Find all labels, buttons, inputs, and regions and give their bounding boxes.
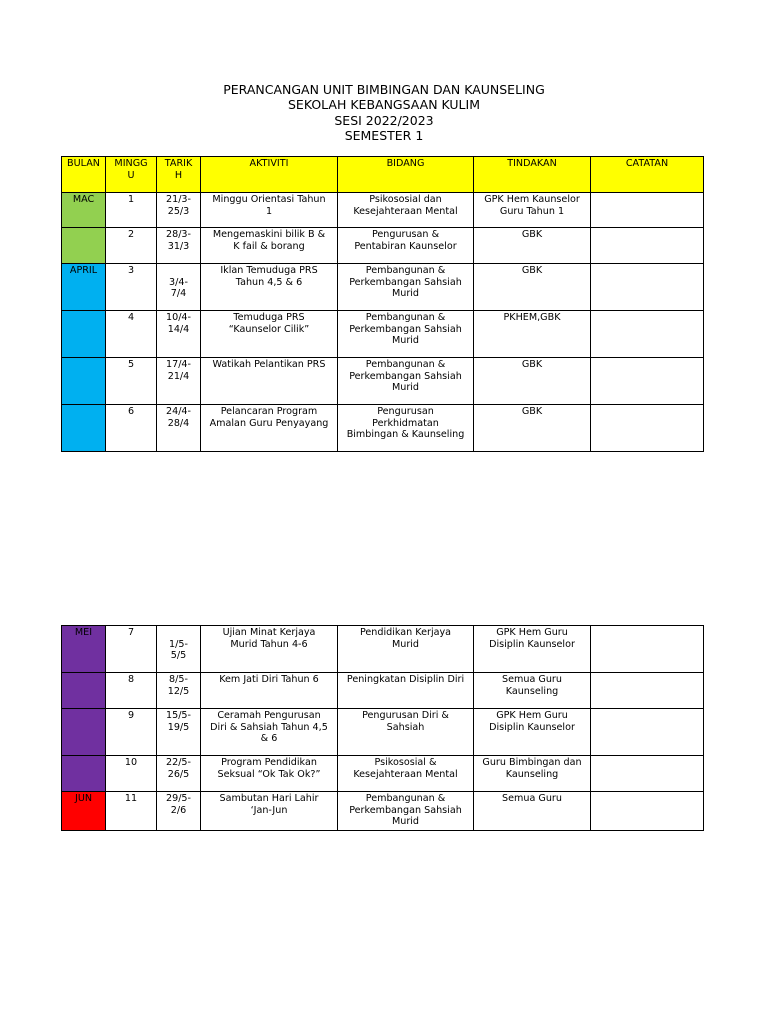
tindakan-cell: Guru Bimbingan dan Kaunseling — [474, 756, 591, 792]
aktiviti-cell: Temuduga PRS “Kaunselor Cilik” — [201, 311, 338, 358]
col-header-bulan: BULAN — [62, 157, 106, 193]
tarikh-cell: 8/5- 12/5 — [157, 673, 201, 709]
catatan-cell — [591, 673, 704, 709]
catatan-cell — [591, 792, 704, 831]
catatan-cell — [591, 756, 704, 792]
bidang-cell: Psikososial dan Kesejahteraan Mental — [338, 193, 474, 228]
aktiviti-cell: Ceramah Pengurusan Diri & Sahsiah Tahun 4,5 & 6 — [201, 709, 338, 756]
tarikh-cell — [157, 264, 201, 311]
aktiviti-cell: Watikah Pelantikan PRS — [201, 358, 338, 405]
aktiviti-cell: Mengemaskini bilik B & K fail & borang — [201, 228, 338, 264]
bidang-cell: Pengurusan & Pentabiran Kaunselor — [338, 228, 474, 264]
col-header-aktiviti: AKTIVITI — [201, 157, 338, 193]
minggu-cell: 11 — [106, 792, 157, 831]
catatan-cell — [591, 709, 704, 756]
bulan-cell: APRIL — [62, 264, 106, 311]
bulan-cell — [62, 709, 106, 756]
tindakan-cell: GBK — [474, 358, 591, 405]
catatan-cell — [591, 626, 704, 673]
table-row — [62, 673, 704, 709]
bulan-cell — [62, 405, 106, 452]
plan-table-part-2 — [61, 625, 704, 831]
table-header-row — [62, 157, 704, 193]
aktiviti-cell: Minggu Orientasi Tahun 1 — [201, 193, 338, 228]
tindakan-cell: Semua Guru Kaunseling — [474, 673, 591, 709]
aktiviti-cell: Pelancaran Program Amalan Guru Penyayang — [201, 405, 338, 452]
minggu-cell: 8 — [106, 673, 157, 709]
tarikh-text: 3/4- 7/4 — [169, 276, 188, 300]
catatan-cell — [591, 228, 704, 264]
catatan-cell — [591, 405, 704, 452]
bidang-cell: Pembangunan & Perkembangan Sahsiah Murid — [338, 311, 474, 358]
minggu-cell: 9 — [106, 709, 157, 756]
tindakan-cell: GBK — [474, 405, 591, 452]
col-header-tindakan: TINDAKAN — [474, 157, 591, 193]
minggu-cell: 3 — [106, 264, 157, 311]
tarikh-cell — [157, 626, 201, 673]
title-line-1: PERANCANGAN UNIT BIMBINGAN DAN KAUNSELING — [223, 82, 545, 97]
tarikh-cell: 24/4- 28/4 — [157, 405, 201, 452]
bulan-cell — [62, 673, 106, 709]
tarikh-cell: 29/5- 2/6 — [157, 792, 201, 831]
minggu-cell: 6 — [106, 405, 157, 452]
tarikh-cell: 17/4- 21/4 — [157, 358, 201, 405]
catatan-cell — [591, 358, 704, 405]
bidang-cell: Pembangunan & Perkembangan Sahsiah Murid — [338, 792, 474, 831]
table-row — [62, 228, 704, 264]
minggu-cell: 10 — [106, 756, 157, 792]
bulan-cell: JUN — [62, 792, 106, 831]
table-row — [62, 756, 704, 792]
title-line-3: SESI 2022/2023 — [334, 112, 434, 128]
minggu-cell: 7 — [106, 626, 157, 673]
table-row — [62, 193, 704, 228]
tindakan-cell: GBK — [474, 228, 591, 264]
table-row — [62, 626, 704, 673]
bidang-cell: Pengurusan Perkhidmatan Bimbingan & Kaunseling — [338, 405, 474, 452]
tindakan-cell: GPK Hem Kaunselor Guru Tahun 1 — [474, 193, 591, 228]
tindakan-cell: GPK Hem Guru Disiplin Kaunselor — [474, 626, 591, 673]
aktiviti-cell: Iklan Temuduga PRS Tahun 4,5 & 6 — [201, 264, 338, 311]
plan-table-part-1 — [61, 156, 704, 452]
tindakan-cell: GPK Hem Guru Disiplin Kaunselor — [474, 709, 591, 756]
catatan-cell — [591, 264, 704, 311]
title-line-2: SEKOLAH KEBANGSAAN KULIM — [287, 97, 480, 113]
bidang-cell: Pengurusan Diri & Sahsiah — [338, 709, 474, 756]
catatan-cell — [591, 311, 704, 358]
tarikh-cell: 22/5- 26/5 — [157, 756, 201, 792]
tarikh-cell: 21/3- 25/3 — [157, 193, 201, 228]
aktiviti-cell: Ujian Minat Kerjaya Murid Tahun 4-6 — [201, 626, 338, 673]
tindakan-cell: PKHEM,GBK — [474, 311, 591, 358]
bidang-cell: Pembangunan & Perkembangan Sahsiah Murid — [338, 358, 474, 405]
tarikh-text: 1/5- 5/5 — [169, 638, 188, 662]
minggu-cell: 2 — [106, 228, 157, 264]
tarikh-cell: 15/5- 19/5 — [157, 709, 201, 756]
aktiviti-cell: Program Pendidikan Seksual “Ok Tak Ok?” — [201, 756, 338, 792]
bidang-cell: Pendidikan Kerjaya Murid — [338, 626, 474, 673]
bulan-cell: MEI — [62, 626, 106, 673]
bulan-cell — [62, 311, 106, 358]
title-line-4: SEMESTER 1 — [344, 127, 424, 143]
bulan-cell — [62, 358, 106, 405]
minggu-cell: 1 — [106, 193, 157, 228]
minggu-cell: 4 — [106, 311, 157, 358]
table-row — [62, 358, 704, 405]
table-row — [62, 264, 704, 311]
col-header-bidang: BIDANG — [338, 157, 474, 193]
bidang-cell: Peningkatan Disiplin Diri — [338, 673, 474, 709]
bulan-cell — [62, 228, 106, 264]
col-header-tarikh: TARIK H — [157, 157, 201, 193]
table-row — [62, 311, 704, 358]
bidang-cell: Psikososial & Kesejahteraan Mental — [338, 756, 474, 792]
col-header-minggu: MINGG U — [106, 157, 157, 193]
tindakan-cell: Semua Guru — [474, 792, 591, 831]
catatan-cell — [591, 193, 704, 228]
table-row — [62, 709, 704, 756]
table-row — [62, 792, 704, 831]
document-title — [0, 82, 768, 143]
tarikh-cell: 10/4- 14/4 — [157, 311, 201, 358]
bidang-cell: Pembangunan & Perkembangan Sahsiah Murid — [338, 264, 474, 311]
bulan-cell: MAC — [62, 193, 106, 228]
bulan-cell — [62, 756, 106, 792]
minggu-cell: 5 — [106, 358, 157, 405]
tindakan-cell: GBK — [474, 264, 591, 311]
col-header-catatan: CATATAN — [591, 157, 704, 193]
table-row — [62, 405, 704, 452]
aktiviti-cell: Kem Jati Diri Tahun 6 — [201, 673, 338, 709]
tarikh-cell: 28/3- 31/3 — [157, 228, 201, 264]
aktiviti-cell: Sambutan Hari Lahir ‘Jan-Jun — [201, 792, 338, 831]
